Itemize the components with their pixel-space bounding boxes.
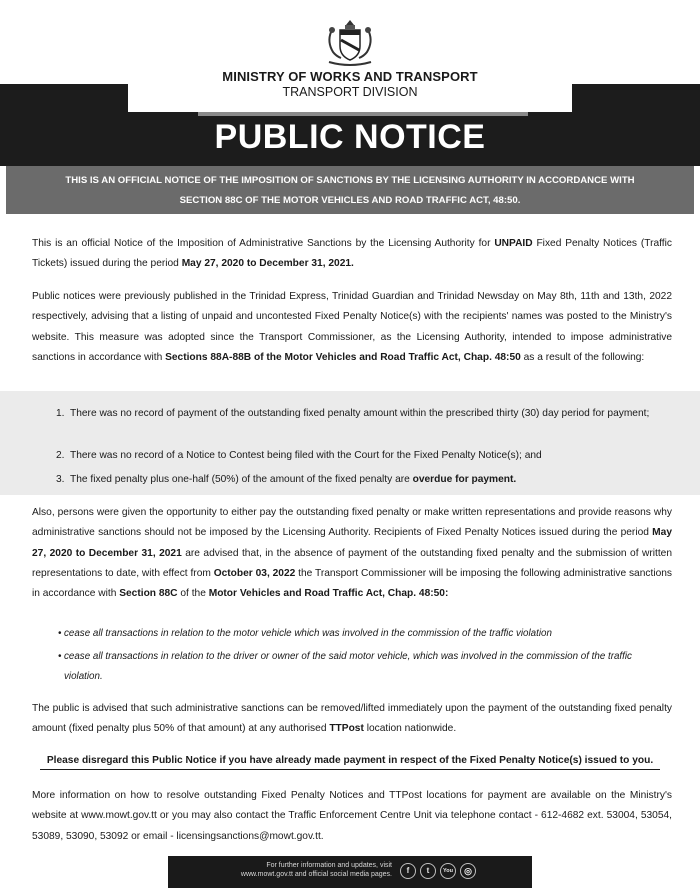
sections-88a-88b: Sections 88A-88B of the Motor Vehicles and Road Traffic Act, Chap. 48:50	[165, 351, 521, 363]
previous-notices-text: Public notices were previously published in the Trinidad Express, Trinidad Guardian and Trinidad Newsday on May 8th, 11th and 13th, 2022 respectively, advising that a listing of unpaid and uncontested Fixed Penalty Notice(s) with the recipients' names was posted to the Ministry's website. This measure was adopted since the Transport Commissioner, as the Licensing Authority, intended to impose administrative sanctions in accordance with	[32, 291, 672, 363]
sanction-bullet	[58, 624, 670, 644]
list-text-1: There was no record of payment of the outstanding fixed penalty amount within the prescribed thirty (30) day period for payment;	[70, 408, 650, 419]
removal-paragraph	[32, 699, 672, 740]
instagram-icon[interactable]: ◎	[460, 863, 476, 879]
previous-notices-paragraph	[32, 287, 672, 368]
sanctions-period: May 27, 2020 to December 31, 2021	[32, 527, 672, 559]
list-bold-3: overdue for payment.	[412, 474, 517, 485]
list-text	[56, 404, 671, 424]
disregard-notice: Please disregard this Public Notice if you have already made payment in respect of the Fixed Penalty Notice(s) issued to you.	[40, 753, 660, 770]
sanctions-text-a: Also, persons were given the opportunity to either pay the outstanding fixed penalty or make written representations and provide reasons why administrative sanctions should not be imposed by the Licensing Authority. Recipients of Fixed Penalty Notices issued during the period	[32, 507, 672, 539]
sanctions-text-g: of the	[177, 588, 209, 600]
sanction-text-1: cease all transactions in relation to the motor vehicle which was involved in the commission of the traffic violation	[64, 628, 552, 639]
previous-notices-text-2: as a result of the following:	[520, 351, 645, 363]
footer-text	[212, 861, 392, 879]
facebook-icon[interactable]: f	[400, 863, 416, 879]
sanctions-effective-date: October 03, 2022	[213, 567, 296, 579]
footer-line-2[interactable]: www.mowt.gov.tt and official social media pages.	[240, 871, 392, 878]
act-name: Motor Vehicles and Road Traffic Act, Chap. 48:50:	[208, 588, 449, 600]
ministry-name: MINISTRY OF WORKS AND TRANSPORT	[222, 69, 478, 84]
section-88c: Section 88C	[119, 588, 178, 600]
page-title: PUBLIC NOTICE	[214, 118, 486, 156]
sanctions-paragraph	[32, 503, 672, 604]
bullet-dot: •	[58, 651, 62, 662]
sanctions-text-e: the Transport Commissioner will be imposing the following administrative sanctions in accordance with	[32, 567, 673, 600]
sanction-bullet	[58, 647, 670, 688]
more-info-paragraph: More information on how to resolve outstanding Fixed Penalty Notices and TTPost locations for payment are available on the Ministry's website at www.mowt.gov.tt or you may also contact the Traffic Enforcement Centre Unit via telephone contact - 612-4682 ext. 53004, 53054, 53089, 53090, 53092 or email - licensingsanctions@mowt.gov.tt.	[32, 790, 672, 842]
intro-period: May 27, 2020 to December 31, 2021.	[181, 258, 354, 270]
list-number: 3.	[56, 474, 65, 485]
division-name: TRANSPORT DIVISION	[282, 85, 418, 99]
list-number: 2.	[56, 450, 65, 461]
sanctions-text-c: are advised that, in the absence of payment of the outstanding fixed penalty and the submission of written representations to date, with effect from	[32, 547, 672, 579]
twitter-icon[interactable]: t	[420, 863, 436, 879]
bullet-dot: •	[58, 628, 62, 639]
sanction-text-2: cease all transactions in relation to the driver or owner of the said motor vehicle, which was involved in the commission of the traffic violation.	[64, 651, 632, 683]
ttpost-name: TTPost	[329, 723, 364, 735]
list-item	[56, 446, 671, 466]
coat-of-arms-icon	[323, 18, 377, 68]
intro-text-2: Fixed Penalty Notices (Traffic Tickets) issued during the period	[32, 238, 672, 270]
official-notice-line-2: SECTION 88C OF THE MOTOR VEHICLES AND ROAD TRAFFIC ACT, 48:50.	[179, 195, 521, 206]
intro-text: This is an official Notice of the Imposition of Administrative Sanctions by the Licensing Authority for	[32, 238, 495, 249]
list-text	[56, 446, 671, 466]
list-item	[56, 470, 671, 490]
intro-paragraph	[32, 234, 672, 275]
removal-text-2: location nationwide.	[363, 723, 457, 735]
header-divider	[198, 112, 528, 116]
removal-text: The public is advised that such administrative sanctions can be removed/lifted immediately upon the payment of the outstanding fixed penalty amount (fixed penalty plus 50% of that amount) at any authorised	[32, 703, 672, 735]
official-notice-banner	[6, 166, 694, 214]
youtube-icon[interactable]: You	[440, 863, 456, 879]
list-item	[56, 404, 671, 424]
intro-unpaid: UNPAID	[494, 238, 533, 249]
list-text-2: There was no record of a Notice to Contest being filed with the Court for the Fixed Penalty Notice(s); and	[70, 450, 542, 461]
list-text-3: The fixed penalty plus one-half (50%) of the amount of the fixed penalty are	[70, 474, 413, 485]
list-text	[56, 470, 671, 490]
list-number: 1.	[56, 408, 65, 419]
footer-line-1: For further information and updates, visit	[266, 862, 392, 869]
official-notice-line-1: THIS IS AN OFFICIAL NOTICE OF THE IMPOSITION OF SANCTIONS BY THE LICENSING AUTHORITY IN ACCORDANCE WITH	[65, 175, 635, 186]
